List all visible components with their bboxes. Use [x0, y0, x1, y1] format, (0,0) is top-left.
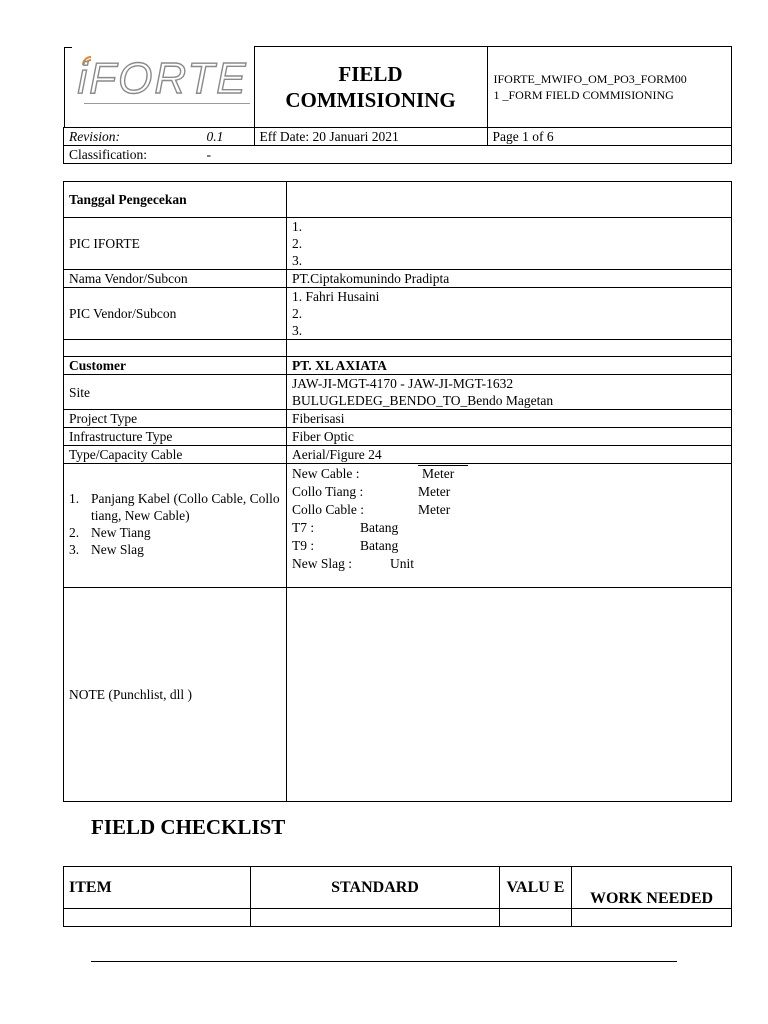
vendor-label: Nama Vendor/Subcon — [64, 270, 287, 288]
col-standard-header: STANDARD — [251, 867, 500, 909]
info-table — [63, 181, 732, 802]
doc-code: IFORTE_MWIFO_OM_PO3_FORM00 1 _FORM FIELD COMMISIONING — [487, 47, 732, 128]
logo-text: iFORTE — [77, 53, 248, 103]
form-title: FIELD COMMISIONING — [254, 47, 487, 128]
customer-value[interactable]: PT. XL AXIATA — [287, 357, 732, 375]
note-label: NOTE (Punchlist, dll ) — [64, 588, 287, 802]
project-type-label: Project Type — [64, 410, 287, 428]
capacity-values[interactable]: New Cable : Meter Collo Tiang : Meter Collo Cable : Meter T7 : Batang T9 : Batang New Slag : Unit — [287, 464, 732, 588]
revision: Revision: 0.1 — [64, 127, 255, 145]
iforte-logo — [78, 53, 256, 109]
footer-divider — [91, 961, 677, 962]
list-item: 2. New Tiang — [69, 525, 151, 540]
col-work-header: WORK NEEDED — [572, 867, 732, 909]
page-number: Page 1 of 6 — [487, 127, 732, 145]
col-value-header: VALU E — [500, 867, 572, 909]
pic-vendor-label: PIC Vendor/Subcon — [64, 288, 287, 340]
tanggal-label: Tanggal Pengecekan — [64, 182, 287, 218]
note-value[interactable] — [287, 588, 732, 802]
customer-label: Customer — [64, 357, 287, 375]
project-type-value[interactable]: Fiberisasi — [287, 410, 732, 428]
spacer-cell — [64, 340, 287, 357]
checklist-table — [63, 866, 732, 927]
site-label: Site — [64, 375, 287, 410]
infra-type-value[interactable]: Fiber Optic — [287, 428, 732, 446]
list-item: 1. Panjang Kabel (Collo Cable, Collo tiang, New Cable) — [69, 491, 280, 523]
spacer-cell — [287, 340, 732, 357]
table-cell[interactable] — [251, 909, 500, 927]
col-item-header: ITEM — [64, 867, 251, 909]
cable-type-value[interactable]: Aerial/Figure 24 — [287, 446, 732, 464]
pic-iforte-list[interactable]: 1. 2. 3. — [287, 218, 732, 270]
document-header — [63, 46, 732, 164]
list-item: 3. New Slag — [69, 542, 144, 557]
classification: Classification: - — [64, 145, 732, 163]
eff-date: Eff Date: 20 Januari 2021 — [254, 127, 487, 145]
capacity-label-list — [64, 464, 287, 588]
vendor-value[interactable]: PT.Ciptakomunindo Pradipta — [287, 270, 732, 288]
table-cell[interactable] — [64, 909, 251, 927]
pic-vendor-list[interactable]: 1. Fahri Husaini 2. 3. — [287, 288, 732, 340]
cable-type-label: Type/Capacity Cable — [64, 446, 287, 464]
table-cell[interactable] — [572, 909, 732, 927]
table-cell[interactable] — [500, 909, 572, 927]
tanggal-value[interactable] — [287, 182, 732, 218]
site-value[interactable]: JAW-JI-MGT-4170 - JAW-JI-MGT-1632 BULUGLEDEG_BENDO_TO_Bendo Magetan — [287, 375, 732, 410]
logo-cell — [64, 47, 255, 128]
pic-iforte-label: PIC IFORTE — [64, 218, 287, 270]
infra-type-label: Infrastructure Type — [64, 428, 287, 446]
checklist-title: FIELD CHECKLIST — [91, 815, 286, 839]
